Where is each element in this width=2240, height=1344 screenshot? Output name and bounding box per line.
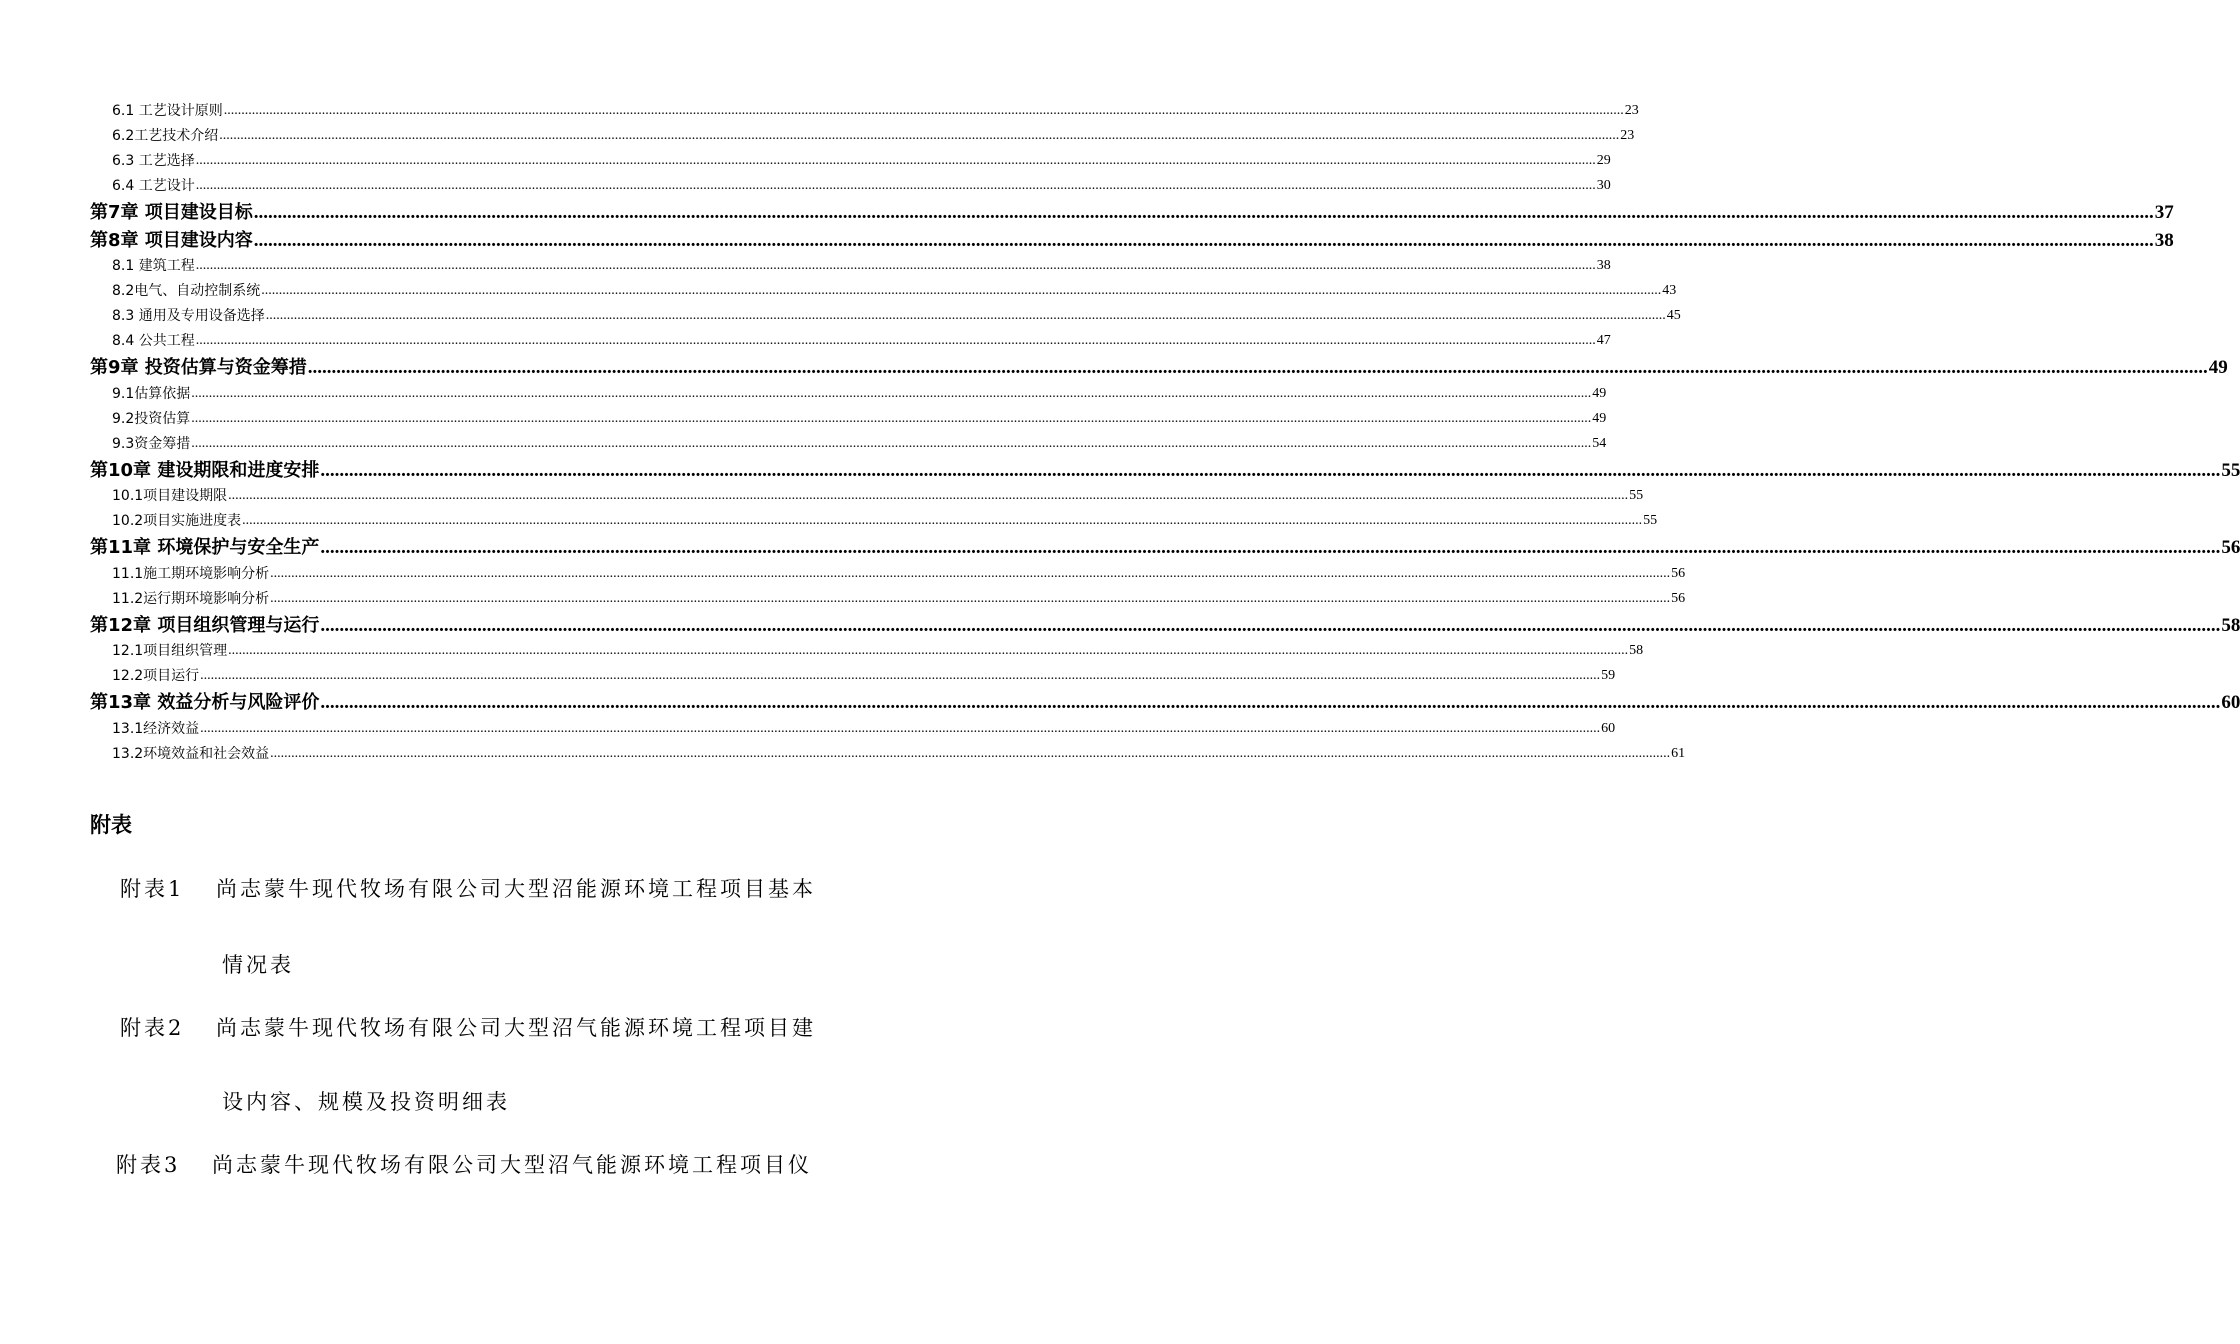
toc-entry-title: 11.1施工期环境影响分析 [112, 565, 270, 582]
appendix-item-label: 附表3 [116, 1153, 181, 1177]
toc-entry-title: 9.3资金筹措 [112, 435, 191, 452]
toc-dot-leader: ................................................................................................................................................................................................................................................................................................................................................................................................................ [307, 357, 2208, 378]
appendix-item-3 [116, 1149, 812, 1179]
toc-dot-leader: ................................................................................................................................................................................................................................................................................................................................................................................................................ [223, 103, 1624, 118]
toc-dot-leader: ................................................................................................................................................................................................................................................................................................................................................................................................................ [320, 459, 2221, 481]
toc-page-number: 23 [1624, 103, 1639, 118]
toc-dot-leader: ................................................................................................................................................................................................................................................................................................................................................................................................................ [320, 537, 2221, 558]
toc-page-number: 61 [1671, 745, 1686, 761]
toc-section-entry[interactable] [112, 330, 1611, 352]
toc-section-entry[interactable] [112, 433, 1607, 455]
toc-page-number: 59 [1601, 668, 1616, 683]
toc-dot-leader: ................................................................................................................................................................................................................................................................................................................................................................................................................ [242, 513, 1643, 528]
toc-dot-leader: ................................................................................................................................................................................................................................................................................................................................................................................................................ [200, 668, 1601, 683]
toc-entry-title: 第9章 投资估算与资金筹措 [90, 357, 307, 378]
toc-section-entry[interactable] [112, 280, 1677, 302]
toc-entry-title: 8.1 建筑工程 [112, 258, 195, 274]
toc-entry-title: 第8章 项目建设内容 [90, 229, 253, 251]
toc-section-entry[interactable] [112, 588, 1686, 610]
toc-page-number: 60 [2221, 692, 2240, 713]
toc-dot-leader: ................................................................................................................................................................................................................................................................................................................................................................................................................ [253, 229, 2154, 251]
toc-section-entry[interactable] [112, 150, 1611, 172]
toc-entry-title: 9.2投资估算 [112, 410, 191, 427]
toc-dot-leader: ................................................................................................................................................................................................................................................................................................................................................................................................................ [191, 385, 1592, 401]
toc-entry-title: 6.1 工艺设计原则 [112, 103, 223, 119]
toc-section-entry[interactable] [112, 743, 1686, 765]
toc-section-entry[interactable] [112, 125, 1635, 147]
appendix-item-title: 尚志蒙牛现代牧场有限公司大型沼气能源环境工程项目建 [216, 1016, 816, 1040]
toc-entry-title: 第11章 环境保护与安全生产 [90, 537, 320, 558]
toc-page-number: 49 [1592, 385, 1607, 401]
toc-entry-title: 9.1估算依据 [112, 385, 191, 402]
toc-entry-title: 12.2项目运行 [112, 668, 200, 684]
toc-chapter-entry[interactable] [90, 200, 2174, 226]
toc-dot-leader: ................................................................................................................................................................................................................................................................................................................................................................................................................ [191, 410, 1592, 426]
toc-entry-title: 10.1项目建设期限 [112, 488, 228, 504]
toc-dot-leader: ................................................................................................................................................................................................................................................................................................................................................................................................................ [195, 153, 1596, 168]
toc-page-number: 37 [2154, 202, 2174, 223]
toc-dot-leader: ................................................................................................................................................................................................................................................................................................................................................................................................................ [228, 488, 1629, 503]
appendix-item-label: 附表1 [120, 877, 185, 901]
toc-page-number: 54 [1592, 435, 1607, 451]
toc-page-number: 55 [2221, 459, 2240, 481]
toc-chapter-entry[interactable] [90, 228, 2174, 254]
toc-page-number: 60 [1601, 720, 1616, 736]
toc-section-entry[interactable] [112, 100, 1639, 122]
toc-entry-title: 8.4 公共工程 [112, 333, 195, 349]
toc-entry-title: 8.3 通用及专用设备选择 [112, 308, 265, 324]
toc-entry-title: 13.1经济效益 [112, 720, 200, 737]
toc-page-number: 58 [2221, 614, 2240, 636]
appendix-item-title: 尚志蒙牛现代牧场有限公司大型沼气能源环境工程项目仪 [212, 1153, 812, 1177]
toc-entry-title: 6.4 工艺设计 [112, 178, 195, 194]
toc-dot-leader: ................................................................................................................................................................................................................................................................................................................................................................................................................ [265, 308, 1666, 323]
toc-page-number: 49 [1592, 410, 1607, 426]
appendix-item-2-continued: 设内容、规模及投资明细表 [222, 1090, 510, 1114]
toc-page-number: 56 [2221, 537, 2240, 558]
toc-page-number: 23 [1620, 128, 1635, 143]
toc-chapter-entry[interactable] [90, 458, 2240, 484]
toc-dot-leader: ................................................................................................................................................................................................................................................................................................................................................................................................................ [195, 333, 1596, 348]
appendix-item-title: 尚志蒙牛现代牧场有限公司大型沼能源环境工程项目基本 [216, 877, 816, 901]
toc-entry-title: 6.3 工艺选择 [112, 153, 195, 169]
toc-entry-title: 第12章 项目组织管理与运行 [90, 614, 320, 636]
toc-page-number: 58 [1629, 643, 1644, 658]
toc-chapter-entry[interactable] [90, 535, 2240, 561]
toc-page-number: 45 [1666, 308, 1681, 323]
toc-section-entry[interactable] [112, 718, 1616, 740]
toc-section-entry[interactable] [112, 255, 1611, 277]
appendix-item-2 [120, 1012, 816, 1042]
toc-entry-title: 第10章 建设期限和进度安排 [90, 459, 320, 481]
toc-chapter-entry[interactable] [90, 355, 2228, 381]
appendix-item-1 [120, 873, 816, 903]
toc-entry-title: 第13章 效益分析与风险评价 [90, 692, 320, 713]
appendix-item-1-continued: 情况表 [222, 953, 294, 977]
toc-entry-title: 12.1项目组织管理 [112, 643, 228, 659]
toc-page-number: 56 [1671, 590, 1686, 606]
toc-entry-title: 6.2工艺技术介绍 [112, 128, 219, 144]
toc-section-entry[interactable] [112, 665, 1616, 687]
toc-page-number: 55 [1643, 513, 1658, 528]
toc-dot-leader: ................................................................................................................................................................................................................................................................................................................................................................................................................ [219, 128, 1620, 143]
toc-section-entry[interactable] [112, 563, 1686, 585]
toc-page-number: 55 [1629, 488, 1644, 503]
toc-entry-title: 10.2项目实施进度表 [112, 513, 242, 529]
toc-dot-leader: ................................................................................................................................................................................................................................................................................................................................................................................................................ [270, 565, 1671, 581]
toc-section-entry[interactable] [112, 383, 1607, 405]
toc-entry-title: 第7章 项目建设目标 [90, 202, 253, 223]
toc-section-entry[interactable] [112, 175, 1611, 197]
toc-dot-leader: ................................................................................................................................................................................................................................................................................................................................................................................................................ [195, 178, 1596, 193]
toc-page-number: 30 [1596, 178, 1611, 193]
toc-dot-leader: ................................................................................................................................................................................................................................................................................................................................................................................................................ [253, 202, 2154, 223]
toc-page-number: 47 [1596, 333, 1611, 348]
toc-page-number: 38 [2154, 229, 2174, 251]
toc-dot-leader: ................................................................................................................................................................................................................................................................................................................................................................................................................ [195, 258, 1596, 273]
toc-dot-leader: ................................................................................................................................................................................................................................................................................................................................................................................................................ [320, 692, 2221, 713]
toc-page-number: 49 [2208, 357, 2228, 378]
toc-dot-leader: ................................................................................................................................................................................................................................................................................................................................................................................................................ [320, 614, 2221, 636]
toc-section-entry[interactable] [112, 305, 1681, 327]
toc-dot-leader: ................................................................................................................................................................................................................................................................................................................................................................................................................ [270, 590, 1671, 606]
toc-page-number: 38 [1596, 258, 1611, 273]
toc-chapter-entry[interactable] [90, 690, 2240, 716]
toc-section-entry[interactable] [112, 485, 1644, 507]
toc-page-number: 43 [1662, 283, 1677, 298]
toc-dot-leader: ................................................................................................................................................................................................................................................................................................................................................................................................................ [191, 435, 1592, 451]
appendix-heading: 附表 [90, 813, 132, 837]
toc-section-entry[interactable] [112, 640, 1644, 662]
toc-section-entry[interactable] [112, 510, 1658, 532]
toc-dot-leader: ................................................................................................................................................................................................................................................................................................................................................................................................................ [261, 283, 1662, 298]
toc-entry-title: 8.2电气、自动控制系统 [112, 283, 261, 299]
toc-dot-leader: ................................................................................................................................................................................................................................................................................................................................................................................................................ [270, 745, 1671, 761]
toc-entry-title: 11.2运行期环境影响分析 [112, 590, 270, 607]
toc-section-entry[interactable] [112, 408, 1607, 430]
toc-chapter-entry[interactable] [90, 613, 2240, 639]
toc-entry-title: 13.2环境效益和社会效益 [112, 745, 270, 762]
toc-page-number: 56 [1671, 565, 1686, 581]
toc-dot-leader: ................................................................................................................................................................................................................................................................................................................................................................................................................ [200, 720, 1601, 736]
toc-dot-leader: ................................................................................................................................................................................................................................................................................................................................................................................................................ [228, 643, 1629, 658]
toc-page-number: 29 [1596, 153, 1611, 168]
appendix-item-label: 附表2 [120, 1016, 185, 1040]
